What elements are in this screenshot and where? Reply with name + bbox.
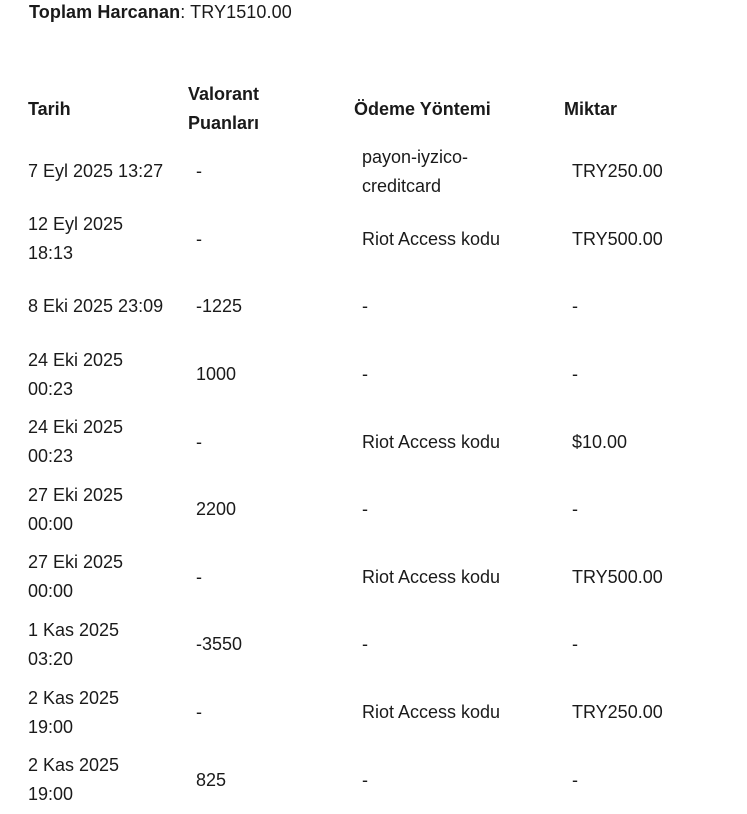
cell-valorant-points: [178, 544, 344, 612]
cell-amount: [554, 544, 718, 612]
cell-payment-method: [344, 476, 554, 544]
cell-valorant-points-text: 2200: [196, 499, 237, 520]
cell-amount-text: -: [572, 364, 578, 385]
cell-date-text: 27 Eki 2025 00:00: [28, 552, 124, 602]
total-spent-summary: [29, 1, 292, 23]
table-row: [18, 138, 718, 206]
cell-date: [18, 408, 178, 476]
cell-amount: [554, 746, 718, 814]
cell-date: [18, 679, 178, 747]
cell-amount-text: -: [572, 296, 578, 317]
cell-payment-method-text: -: [362, 769, 368, 790]
cell-payment-method: [344, 611, 554, 679]
cell-amount: [554, 273, 718, 341]
cell-amount-text: TRY250.00: [572, 161, 663, 182]
cell-amount: [554, 476, 718, 544]
table-header-row: [18, 80, 718, 138]
cell-date: [18, 544, 178, 612]
cell-amount-text: -: [572, 634, 578, 655]
cell-valorant-points-text: -: [196, 161, 202, 182]
cell-date: [18, 138, 178, 206]
cell-payment-method: [344, 341, 554, 409]
cell-amount: [554, 408, 718, 476]
cell-valorant-points-text: 825: [196, 769, 227, 790]
cell-valorant-points-text: -: [196, 566, 202, 587]
cell-valorant-points: [178, 273, 344, 341]
cell-payment-method: [344, 206, 554, 274]
cell-payment-method: [344, 544, 554, 612]
cell-date-text: 8 Eki 2025 23:09: [28, 296, 164, 317]
cell-payment-method-text: payon-iyzico-creditcard: [362, 146, 469, 196]
cell-date-text: 27 Eki 2025 00:00: [28, 484, 124, 534]
cell-date: [18, 206, 178, 274]
table-row: [18, 476, 718, 544]
cell-date-text: 24 Eki 2025 00:23: [28, 349, 124, 399]
cell-amount-text: -: [572, 769, 578, 790]
column-header-payment-method: Ödeme Yöntemi: [354, 98, 491, 119]
cell-date: [18, 746, 178, 814]
cell-valorant-points: [178, 408, 344, 476]
table-row: [18, 341, 718, 409]
cell-valorant-points-text: -: [196, 431, 202, 452]
cell-payment-method: [344, 679, 554, 747]
cell-date: [18, 273, 178, 341]
cell-amount-text: $10.00: [572, 431, 628, 452]
cell-date-text: 1 Kas 2025 03:20: [28, 619, 120, 669]
cell-amount-text: TRY500.00: [572, 228, 663, 249]
column-header-amount: Miktar: [564, 98, 618, 119]
cell-payment-method-text: -: [362, 296, 368, 317]
column-header-date: Tarih: [28, 98, 71, 119]
cell-date-text: 7 Eyl 2025 13:27: [28, 161, 164, 182]
cell-payment-method-text: Riot Access kodu: [362, 566, 501, 587]
cell-valorant-points-text: -3550: [196, 634, 243, 655]
table-row: [18, 408, 718, 476]
cell-date-text: 2 Kas 2025 19:00: [28, 755, 120, 805]
cell-payment-method-text: Riot Access kodu: [362, 702, 501, 723]
cell-payment-method-text: Riot Access kodu: [362, 228, 501, 249]
table-row: [18, 273, 718, 341]
cell-amount: [554, 611, 718, 679]
table-row: [18, 611, 718, 679]
cell-valorant-points: [178, 206, 344, 274]
cell-date-text: 24 Eki 2025 00:23: [28, 417, 124, 467]
cell-date: [18, 341, 178, 409]
cell-valorant-points-text: -: [196, 228, 202, 249]
cell-amount: [554, 341, 718, 409]
cell-valorant-points-text: 1000: [196, 364, 237, 385]
cell-valorant-points: [178, 138, 344, 206]
cell-valorant-points: [178, 476, 344, 544]
cell-valorant-points: [178, 746, 344, 814]
table-row: [18, 206, 718, 274]
cell-payment-method: [344, 138, 554, 206]
cell-payment-method: [344, 273, 554, 341]
cell-valorant-points-text: -1225: [196, 296, 243, 317]
cell-amount-text: -: [572, 499, 578, 520]
transaction-history-table: [18, 80, 718, 814]
total-spent-label: Toplam Harcanan: [29, 2, 181, 22]
cell-amount-text: TRY250.00: [572, 702, 663, 723]
cell-payment-method: [344, 746, 554, 814]
table-row: [18, 746, 718, 814]
cell-date-text: 2 Kas 2025 19:00: [28, 687, 120, 737]
cell-valorant-points: [178, 679, 344, 747]
cell-date: [18, 476, 178, 544]
cell-amount: [554, 679, 718, 747]
cell-amount-text: TRY500.00: [572, 566, 663, 587]
table-row: [18, 544, 718, 612]
cell-amount: [554, 206, 718, 274]
cell-payment-method-text: -: [362, 634, 368, 655]
cell-date: [18, 611, 178, 679]
column-header-valorant-points: Valorant Puanları: [188, 84, 260, 133]
cell-payment-method-text: Riot Access kodu: [362, 431, 501, 452]
cell-valorant-points: [178, 611, 344, 679]
cell-valorant-points: [178, 341, 344, 409]
table-body: [18, 138, 718, 814]
cell-valorant-points-text: -: [196, 702, 202, 723]
cell-payment-method: [344, 408, 554, 476]
cell-date-text: 12 Eyl 2025 18:13: [28, 214, 124, 264]
total-spent-separator: :: [180, 2, 191, 22]
table-row: [18, 679, 718, 747]
cell-payment-method-text: -: [362, 364, 368, 385]
cell-payment-method-text: -: [362, 499, 368, 520]
total-spent-value: TRY1510.00: [190, 2, 292, 22]
cell-amount: [554, 138, 718, 206]
